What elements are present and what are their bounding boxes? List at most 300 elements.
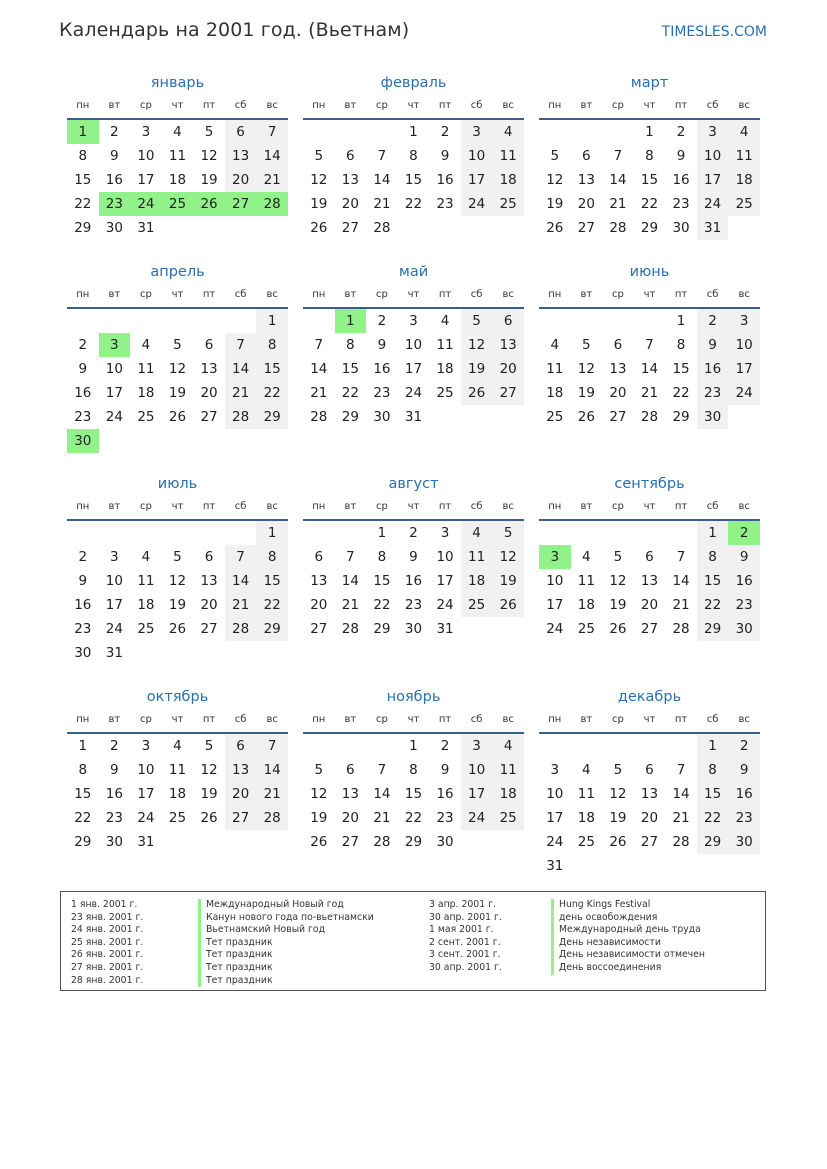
day-cell[interactable]: 18 (461, 569, 493, 593)
day-cell[interactable]: 23 (74, 409, 92, 425)
day-cell[interactable]: 19 (609, 810, 627, 826)
day-cell[interactable]: 26 (200, 810, 218, 826)
day-cell[interactable]: 26 (546, 220, 564, 236)
day-cell[interactable]: 19 (200, 172, 218, 188)
day-cell[interactable]: 20 (609, 385, 627, 401)
day-cell[interactable]: 3 (110, 549, 119, 565)
day-cell[interactable]: 15 (640, 172, 659, 188)
day-cell[interactable]: 4 (492, 734, 524, 758)
day-cell[interactable]: 10 (436, 549, 454, 565)
day-cell[interactable]: 15 (74, 786, 92, 802)
day-cell[interactable]: 12 (609, 573, 627, 589)
day-cell[interactable]: 29 (341, 409, 359, 425)
day-cell[interactable]: 11 (461, 545, 493, 569)
day-cell[interactable]: 6 (314, 549, 324, 565)
day-cell[interactable]: 21 (373, 810, 391, 826)
day-cell[interactable]: 12 (492, 545, 524, 569)
day-cell[interactable]: 23 (373, 385, 391, 401)
day-cell[interactable]: 8 (256, 545, 288, 569)
day-cell[interactable]: 26 (310, 220, 328, 236)
day-cell[interactable]: 4 (550, 337, 560, 353)
day-cell[interactable]: 13 (492, 333, 524, 357)
day-cell[interactable]: 22 (697, 806, 729, 830)
day-cell[interactable]: 20 (310, 597, 328, 613)
day-cell[interactable]: 26 (609, 834, 627, 850)
day-cell[interactable]: 18 (168, 172, 187, 188)
day-cell[interactable]: 27 (225, 806, 257, 830)
day-cell[interactable]: 12 (461, 333, 493, 357)
day-cell[interactable]: 2 (676, 124, 686, 140)
day-cell[interactable]: 1 (409, 738, 418, 754)
day-cell[interactable]: 31 (546, 858, 564, 874)
day-cell[interactable]: 17 (461, 782, 493, 806)
day-cell[interactable]: 13 (225, 144, 257, 168)
day-cell[interactable]: 31 (137, 220, 155, 236)
day-cell[interactable]: 14 (640, 361, 659, 377)
day-cell[interactable]: 22 (256, 381, 288, 405)
day-cell[interactable]: 1 (377, 525, 387, 541)
day-cell[interactable]: 30 (67, 429, 99, 453)
day-cell[interactable]: 29 (404, 834, 423, 850)
day-cell[interactable]: 13 (640, 786, 659, 802)
day-cell[interactable]: 2 (440, 738, 450, 754)
day-cell[interactable]: 2 (78, 337, 88, 353)
day-cell[interactable]: 24 (105, 621, 123, 637)
day-cell[interactable]: 16 (105, 786, 123, 802)
day-cell[interactable]: 25 (728, 192, 760, 216)
day-cell[interactable]: 5 (582, 337, 591, 353)
day-cell[interactable]: 12 (200, 762, 218, 778)
day-cell[interactable]: 5 (492, 521, 524, 545)
day-cell[interactable]: 27 (225, 192, 257, 216)
day-cell[interactable]: 24 (461, 192, 493, 216)
day-cell[interactable]: 28 (341, 621, 359, 637)
day-cell[interactable]: 1 (409, 124, 418, 140)
day-cell[interactable]: 9 (728, 545, 760, 569)
day-cell[interactable]: 29 (697, 617, 729, 641)
day-cell[interactable]: 21 (672, 810, 690, 826)
day-cell[interactable]: 17 (461, 168, 493, 192)
day-cell[interactable]: 7 (676, 762, 686, 778)
day-cell[interactable]: 23 (697, 381, 729, 405)
day-cell[interactable]: 14 (373, 172, 391, 188)
day-cell[interactable]: 19 (200, 786, 218, 802)
day-cell[interactable]: 4 (582, 762, 591, 778)
day-cell[interactable]: 18 (137, 597, 155, 613)
day-cell[interactable]: 16 (373, 361, 391, 377)
day-cell[interactable]: 24 (546, 834, 564, 850)
day-cell[interactable]: 20 (640, 597, 659, 613)
day-cell[interactable]: 25 (162, 192, 194, 216)
day-cell[interactable]: 7 (645, 337, 654, 353)
day-cell[interactable]: 16 (436, 172, 454, 188)
day-cell[interactable]: 1 (697, 734, 729, 758)
day-cell[interactable]: 9 (78, 573, 88, 589)
day-cell[interactable]: 9 (676, 148, 686, 164)
day-cell[interactable]: 14 (609, 172, 627, 188)
day-cell[interactable]: 20 (341, 196, 359, 212)
day-cell[interactable]: 31 (137, 834, 155, 850)
day-cell[interactable]: 29 (640, 220, 659, 236)
day-cell[interactable]: 20 (341, 810, 359, 826)
day-cell[interactable]: 24 (404, 385, 423, 401)
day-cell[interactable]: 26 (609, 621, 627, 637)
day-cell[interactable]: 8 (256, 333, 288, 357)
day-cell[interactable]: 30 (105, 834, 123, 850)
day-cell[interactable]: 4 (728, 120, 760, 144)
day-cell[interactable]: 23 (74, 621, 92, 637)
day-cell[interactable]: 17 (546, 810, 564, 826)
day-cell[interactable]: 21 (256, 782, 288, 806)
day-cell[interactable]: 11 (728, 144, 760, 168)
day-cell[interactable]: 29 (256, 617, 288, 641)
day-cell[interactable]: 24 (728, 381, 760, 405)
day-cell[interactable]: 5 (204, 124, 214, 140)
day-cell[interactable]: 14 (672, 573, 690, 589)
day-cell[interactable]: 5 (204, 738, 214, 754)
day-cell[interactable]: 15 (341, 361, 359, 377)
day-cell[interactable]: 17 (728, 357, 760, 381)
day-cell[interactable]: 18 (577, 597, 595, 613)
day-cell[interactable]: 29 (672, 409, 690, 425)
day-cell[interactable]: 24 (436, 597, 454, 613)
day-cell[interactable]: 13 (341, 172, 359, 188)
day-cell[interactable]: 26 (310, 834, 328, 850)
day-cell[interactable]: 23 (99, 192, 131, 216)
day-cell[interactable]: 18 (168, 786, 187, 802)
day-cell[interactable]: 28 (640, 409, 659, 425)
day-cell[interactable]: 9 (78, 361, 88, 377)
day-cell[interactable]: 8 (78, 762, 88, 778)
day-cell[interactable]: 7 (225, 545, 257, 569)
day-cell[interactable]: 17 (436, 573, 454, 589)
day-cell[interactable]: 25 (436, 385, 454, 401)
day-cell[interactable]: 25 (546, 409, 564, 425)
day-cell[interactable]: 23 (436, 196, 454, 212)
day-cell[interactable]: 1 (67, 120, 99, 144)
day-cell[interactable]: 3 (461, 120, 493, 144)
day-cell[interactable]: 15 (373, 573, 391, 589)
day-cell[interactable]: 21 (373, 196, 391, 212)
day-cell[interactable]: 6 (582, 148, 591, 164)
day-cell[interactable]: 31 (697, 216, 729, 240)
day-cell[interactable]: 8 (697, 545, 729, 569)
day-cell[interactable]: 15 (697, 782, 729, 806)
day-cell[interactable]: 4 (440, 313, 450, 329)
day-cell[interactable]: 9 (377, 337, 387, 353)
day-cell[interactable]: 11 (436, 337, 454, 353)
day-cell[interactable]: 20 (225, 168, 257, 192)
day-cell[interactable]: 8 (645, 148, 654, 164)
day-cell[interactable]: 22 (640, 196, 659, 212)
day-cell[interactable]: 5 (550, 148, 560, 164)
day-cell[interactable]: 5 (613, 549, 623, 565)
day-cell[interactable]: 16 (697, 357, 729, 381)
day-cell[interactable]: 2 (78, 549, 88, 565)
day-cell[interactable]: 30 (672, 220, 690, 236)
day-cell[interactable]: 22 (672, 385, 690, 401)
day-cell[interactable]: 8 (377, 549, 387, 565)
day-cell[interactable]: 6 (225, 120, 257, 144)
day-cell[interactable]: 8 (409, 148, 418, 164)
day-cell[interactable]: 26 (577, 409, 595, 425)
day-cell[interactable]: 12 (168, 361, 187, 377)
day-cell[interactable]: 27 (200, 621, 218, 637)
day-cell[interactable]: 18 (492, 782, 524, 806)
day-cell[interactable]: 28 (672, 834, 690, 850)
day-cell[interactable]: 30 (105, 220, 123, 236)
day-cell[interactable]: 16 (105, 172, 123, 188)
day-cell[interactable]: 3 (461, 734, 493, 758)
day-cell[interactable]: 10 (461, 144, 493, 168)
day-cell[interactable]: 10 (404, 337, 423, 353)
day-cell[interactable]: 4 (141, 549, 151, 565)
day-cell[interactable]: 24 (130, 192, 162, 216)
day-cell[interactable]: 18 (436, 361, 454, 377)
day-cell[interactable]: 25 (168, 810, 187, 826)
day-cell[interactable]: 16 (672, 172, 690, 188)
day-cell[interactable]: 7 (613, 148, 623, 164)
day-cell[interactable]: 13 (640, 573, 659, 589)
day-cell[interactable]: 10 (137, 762, 155, 778)
day-cell[interactable]: 24 (697, 192, 729, 216)
day-cell[interactable]: 31 (436, 621, 454, 637)
day-cell[interactable]: 29 (256, 405, 288, 429)
day-cell[interactable]: 25 (137, 409, 155, 425)
day-cell[interactable]: 9 (728, 758, 760, 782)
day-cell[interactable]: 18 (137, 385, 155, 401)
day-cell[interactable]: 23 (404, 597, 423, 613)
day-cell[interactable]: 26 (492, 593, 524, 617)
day-cell[interactable]: 20 (225, 782, 257, 806)
day-cell[interactable]: 24 (461, 806, 493, 830)
day-cell[interactable]: 6 (492, 309, 524, 333)
day-cell[interactable]: 3 (697, 120, 729, 144)
day-cell[interactable]: 2 (728, 734, 760, 758)
day-cell[interactable]: 12 (310, 172, 328, 188)
day-cell[interactable]: 20 (492, 357, 524, 381)
day-cell[interactable]: 28 (373, 834, 391, 850)
day-cell[interactable]: 30 (373, 409, 391, 425)
day-cell[interactable]: 19 (492, 569, 524, 593)
day-cell[interactable]: 5 (461, 309, 493, 333)
day-cell[interactable]: 13 (577, 172, 595, 188)
day-cell[interactable]: 26 (168, 409, 187, 425)
site-link[interactable]: TIMESLES.COM (661, 24, 767, 40)
day-cell[interactable]: 21 (225, 381, 257, 405)
day-cell[interactable]: 15 (74, 172, 92, 188)
day-cell[interactable]: 17 (697, 168, 729, 192)
day-cell[interactable]: 19 (168, 385, 187, 401)
day-cell[interactable]: 13 (225, 758, 257, 782)
day-cell[interactable]: 9 (110, 762, 119, 778)
day-cell[interactable]: 27 (200, 409, 218, 425)
day-cell[interactable]: 21 (310, 385, 328, 401)
day-cell[interactable]: 19 (609, 597, 627, 613)
day-cell[interactable]: 19 (310, 810, 328, 826)
day-cell[interactable]: 14 (225, 357, 257, 381)
day-cell[interactable]: 11 (577, 786, 595, 802)
day-cell[interactable]: 28 (225, 405, 257, 429)
day-cell[interactable]: 21 (672, 597, 690, 613)
day-cell[interactable]: 27 (577, 220, 595, 236)
day-cell[interactable]: 22 (404, 196, 423, 212)
day-cell[interactable]: 23 (728, 593, 760, 617)
day-cell[interactable]: 10 (461, 758, 493, 782)
day-cell[interactable]: 4 (173, 124, 182, 140)
day-cell[interactable]: 1 (697, 521, 729, 545)
day-cell[interactable]: 3 (728, 309, 760, 333)
day-cell[interactable]: 21 (341, 597, 359, 613)
day-cell[interactable]: 9 (440, 762, 450, 778)
day-cell[interactable]: 20 (640, 810, 659, 826)
day-cell[interactable]: 21 (256, 168, 288, 192)
day-cell[interactable]: 6 (613, 337, 623, 353)
day-cell[interactable]: 17 (137, 786, 155, 802)
day-cell[interactable]: 27 (341, 220, 359, 236)
day-cell[interactable]: 30 (728, 830, 760, 854)
day-cell[interactable]: 1 (335, 309, 367, 333)
day-cell[interactable]: 18 (577, 810, 595, 826)
day-cell[interactable]: 29 (697, 830, 729, 854)
day-cell[interactable]: 5 (314, 762, 324, 778)
day-cell[interactable]: 9 (110, 148, 119, 164)
day-cell[interactable]: 1 (78, 738, 88, 754)
day-cell[interactable]: 5 (314, 148, 324, 164)
day-cell[interactable]: 20 (200, 385, 218, 401)
day-cell[interactable]: 2 (440, 124, 450, 140)
day-cell[interactable]: 7 (256, 120, 288, 144)
day-cell[interactable]: 12 (546, 172, 564, 188)
day-cell[interactable]: 11 (137, 361, 155, 377)
day-cell[interactable]: 17 (137, 172, 155, 188)
day-cell[interactable]: 11 (546, 361, 564, 377)
day-cell[interactable]: 5 (173, 549, 182, 565)
day-cell[interactable]: 10 (728, 333, 760, 357)
day-cell[interactable]: 13 (310, 573, 328, 589)
day-cell[interactable]: 8 (346, 337, 355, 353)
day-cell[interactable]: 30 (697, 405, 729, 429)
day-cell[interactable]: 10 (546, 573, 564, 589)
day-cell[interactable]: 28 (373, 220, 391, 236)
day-cell[interactable]: 15 (404, 172, 423, 188)
day-cell[interactable]: 29 (74, 220, 92, 236)
day-cell[interactable]: 1 (256, 521, 288, 545)
day-cell[interactable]: 14 (256, 758, 288, 782)
day-cell[interactable]: 27 (310, 621, 328, 637)
day-cell[interactable]: 16 (728, 569, 760, 593)
day-cell[interactable]: 3 (539, 545, 571, 569)
day-cell[interactable]: 30 (728, 617, 760, 641)
day-cell[interactable]: 2 (110, 738, 119, 754)
day-cell[interactable]: 11 (137, 573, 155, 589)
day-cell[interactable]: 21 (640, 385, 659, 401)
day-cell[interactable]: 9 (697, 333, 729, 357)
day-cell[interactable]: 7 (346, 549, 355, 565)
day-cell[interactable]: 27 (492, 381, 524, 405)
day-cell[interactable]: 25 (577, 834, 595, 850)
day-cell[interactable]: 28 (256, 192, 288, 216)
day-cell[interactable]: 17 (404, 361, 423, 377)
day-cell[interactable]: 26 (193, 192, 225, 216)
day-cell[interactable]: 15 (672, 361, 690, 377)
day-cell[interactable]: 13 (341, 786, 359, 802)
day-cell[interactable]: 19 (168, 597, 187, 613)
day-cell[interactable]: 3 (440, 525, 450, 541)
day-cell[interactable]: 24 (546, 621, 564, 637)
day-cell[interactable]: 23 (105, 810, 123, 826)
day-cell[interactable]: 28 (225, 617, 257, 641)
day-cell[interactable]: 7 (225, 333, 257, 357)
day-cell[interactable]: 10 (105, 573, 123, 589)
day-cell[interactable]: 19 (546, 196, 564, 212)
day-cell[interactable]: 10 (546, 786, 564, 802)
day-cell[interactable]: 18 (728, 168, 760, 192)
day-cell[interactable]: 15 (256, 569, 288, 593)
day-cell[interactable]: 16 (404, 573, 423, 589)
day-cell[interactable]: 22 (74, 810, 92, 826)
day-cell[interactable]: 6 (645, 549, 654, 565)
day-cell[interactable]: 14 (310, 361, 328, 377)
day-cell[interactable]: 8 (78, 148, 88, 164)
day-cell[interactable]: 2 (728, 521, 760, 545)
day-cell[interactable]: 6 (346, 762, 355, 778)
day-cell[interactable]: 14 (225, 569, 257, 593)
day-cell[interactable]: 11 (577, 573, 595, 589)
day-cell[interactable]: 12 (310, 786, 328, 802)
day-cell[interactable]: 17 (105, 385, 123, 401)
day-cell[interactable]: 28 (256, 806, 288, 830)
day-cell[interactable]: 20 (577, 196, 595, 212)
day-cell[interactable]: 14 (373, 786, 391, 802)
day-cell[interactable]: 30 (404, 621, 423, 637)
day-cell[interactable]: 1 (676, 313, 686, 329)
day-cell[interactable]: 27 (609, 409, 627, 425)
day-cell[interactable]: 22 (256, 593, 288, 617)
day-cell[interactable]: 12 (609, 786, 627, 802)
day-cell[interactable]: 16 (436, 786, 454, 802)
day-cell[interactable]: 19 (577, 385, 595, 401)
day-cell[interactable]: 12 (200, 148, 218, 164)
day-cell[interactable]: 30 (436, 834, 454, 850)
day-cell[interactable]: 7 (314, 337, 324, 353)
day-cell[interactable]: 7 (377, 148, 387, 164)
day-cell[interactable]: 4 (582, 549, 591, 565)
day-cell[interactable]: 3 (409, 313, 418, 329)
day-cell[interactable]: 7 (676, 549, 686, 565)
day-cell[interactable]: 12 (168, 573, 187, 589)
day-cell[interactable]: 14 (256, 144, 288, 168)
day-cell[interactable]: 27 (341, 834, 359, 850)
day-cell[interactable]: 19 (461, 357, 493, 381)
day-cell[interactable]: 23 (436, 810, 454, 826)
day-cell[interactable]: 5 (173, 337, 182, 353)
day-cell[interactable]: 8 (697, 758, 729, 782)
day-cell[interactable]: 6 (204, 549, 214, 565)
day-cell[interactable]: 16 (728, 782, 760, 806)
day-cell[interactable]: 22 (74, 196, 92, 212)
day-cell[interactable]: 24 (105, 409, 123, 425)
day-cell[interactable]: 24 (137, 810, 155, 826)
day-cell[interactable]: 15 (256, 357, 288, 381)
day-cell[interactable]: 26 (168, 621, 187, 637)
day-cell[interactable]: 3 (99, 333, 131, 357)
day-cell[interactable]: 6 (645, 762, 654, 778)
day-cell[interactable]: 25 (137, 621, 155, 637)
day-cell[interactable]: 9 (440, 148, 450, 164)
day-cell[interactable]: 3 (141, 124, 151, 140)
day-cell[interactable]: 14 (341, 573, 359, 589)
